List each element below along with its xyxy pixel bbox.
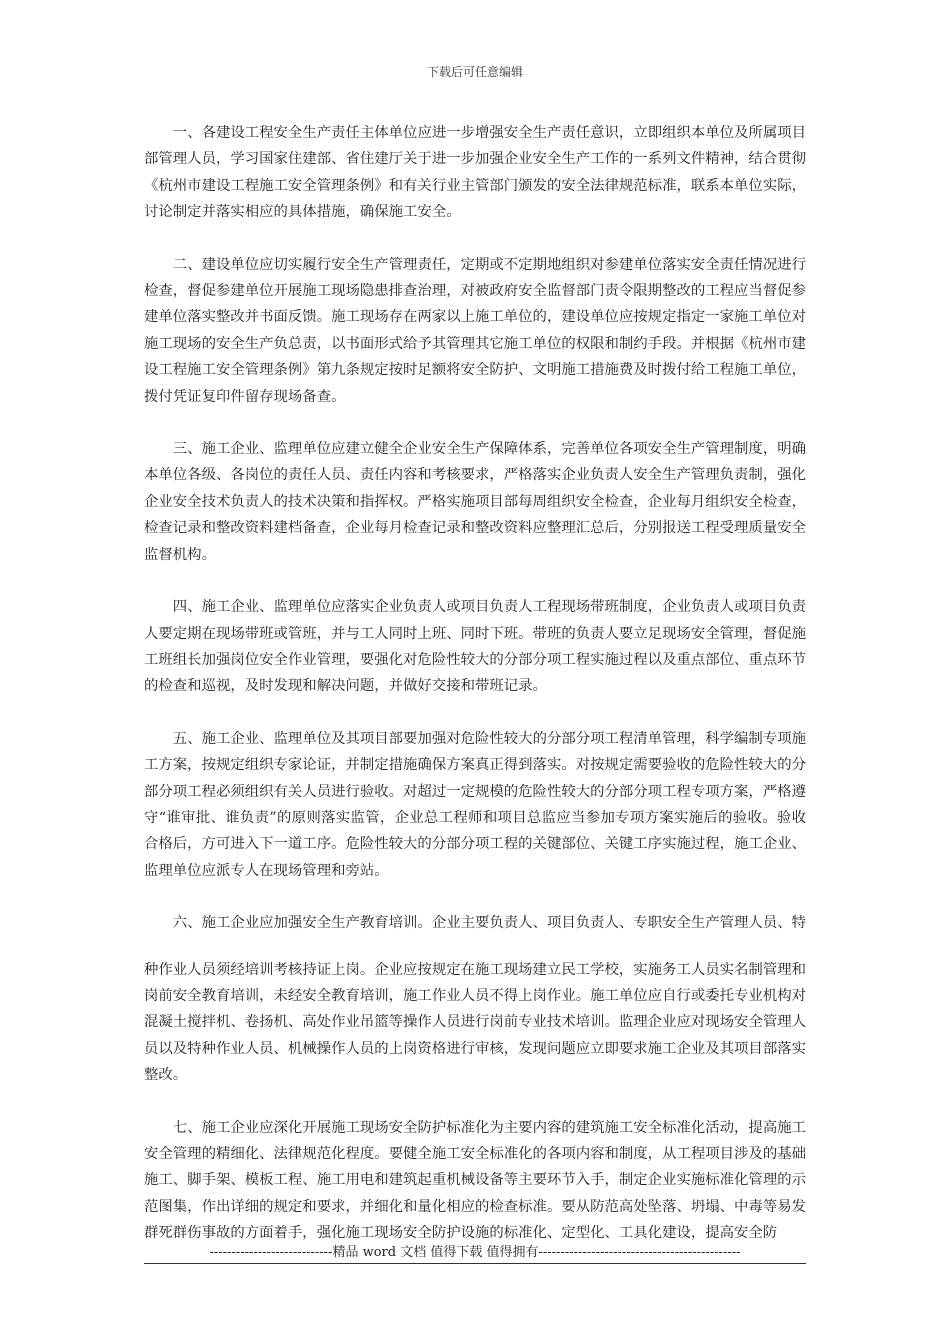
document-body bbox=[144, 120, 806, 1273]
paragraph-3: 三、施工企业、监理单位应建立健全企业安全生产保障体系，完善单位各项安全生产管理制度，明确本单位各级、各岗位的责任人员、责任内容和考核要求，严格落实企业负责人安全生产管理负责制，强化企业安全技术负责人的技术决策和指挥权。严格实施项目部每周组织安全检查，企业每月组织安全检查，检查记录和整改资料建档备查，企业每月检查记录和整改资料应整理汇总后，分别报送工程受理质量安全监督机构。 bbox=[144, 441, 806, 563]
page-footer: ----------------------------精品 word 文档 值得下载 值得拥有---------------------------------------------- bbox=[209, 1245, 741, 1260]
paragraph-2: 二、建设单位应切实履行安全生产管理责任，定期或不定期地组织对参建单位落实安全责任情况进行检查，督促参建单位开展施工现场隐患排查治理，对被政府安全监督部门责令限期整改的工程应当督促参建单位落实整改并书面反馈。施工现场存在两家以上施工单位的，建设单位应按规定指定一家施工单位对施工现场的安全生产负总责，以书面形式给予其管理其它施工单位的权限和制约手段。并根据《杭州市建设工程施工安全管理条例》第九条规定按时足额将安全防护、文明施工措施费及时拨付给工程施工单位，拨付凭证复印件留存现场备查。 bbox=[144, 256, 806, 405]
paragraph-1: 一、各建设工程安全生产责任主体单位应进一步增强安全生产责任意识，立即组织本单位及所属项目部管理人员，学习国家住建部、省住建厅关于进一步加强企业安全生产工作的一系列文件精神，结合贯彻《杭州市建设工程施工安全管理条例》和有关行业主管部门颁发的安全法律规范标准，联系本单位实际，讨论制定并落实相应的具体措施，确保施工安全。 bbox=[144, 125, 806, 221]
paragraph-5: 五、施工企业、监理单位及其项目部要加强对危险性较大的分部分项工程清单管理，科学编制专项施工方案，按规定组织专家论证，并制定措施确保方案真正得到落实。对按规定需要验收的危险性较大的分部分项工程必须组织有关人员进行验收。对超过一定规模的危险性较大的分部分项工程专项方案，严格遵守“谁审批、谁负责”的原则落实监管，企业总工程师和项目总监应当参加专项方案实施后的验收。验收合格后，方可进入下一道工序。危险性较大的分部分项工程的关键部位、关键工序实施过程，施工企业、监理单位应派专人在现场管理和旁站。 bbox=[144, 730, 806, 879]
paragraph-6-first-line: 六、施工企业应加强安全生产教育培训。企业主要负责人、项目负责人、专职安全生产管理人员、特 bbox=[172, 915, 806, 932]
paragraph-6-continuation: 种作业人员须经培训考核持证上岗。企业应按规定在施工现场建立民工学校，实施务工人员实名制管理和岗前安全教育培训，未经安全教育培训，施工作业人员不得上岗作业。施工单位应自行或委托专业机构对混凝土搅拌机、卷扬机、高处作业吊篮等操作人员进行岗前专业技术培训。监理企业应对现场安全管理人员以及特种作业人员、机械操作人员的上岗资格进行审核，发现问题应立即要求施工企业及其项目部落实整改。 bbox=[144, 961, 806, 1084]
page-header: 下载后可任意编辑 bbox=[426, 65, 523, 79]
paragraph-4: 四、施工企业、监理单位应落实企业负责人或项目负责人工程现场带班制度，企业负责人或项目负责人要定期在现场带班或管班，并与工人同时上班、同时下班。带班的负责人要立足现场安全管理，督促施工班组长加强岗位安全作业管理，要强化对危险性较大的分部分项工程实施过程以及重点部位、重点环节的检查和巡视，及时发现和解决问题，并做好交接和带班记录。 bbox=[144, 599, 806, 695]
footer-divider bbox=[144, 1263, 806, 1264]
paragraph-7: 七、施工企业应深化开展施工现场安全防护标准化为主要内容的建筑施工安全标准化活动，提高施工安全管理的精细化、法律规范化程度。要健全施工安全标准化的各项内容和制度，从工程项目涉及的基础施工、脚手架、模板工程、施工用电和建筑起重机械设备等主要环节入手，制定企业实施标准化管理的示范图集，作出详细的规定和要求，并细化和量化相应的检查标准。要从防范高处坠落、坍塌、中毒等易发群死群伤事故的方面着手，强化施工现场安全防护设施的标准化、定型化、工具化建设，提高安全防 bbox=[144, 1119, 806, 1242]
